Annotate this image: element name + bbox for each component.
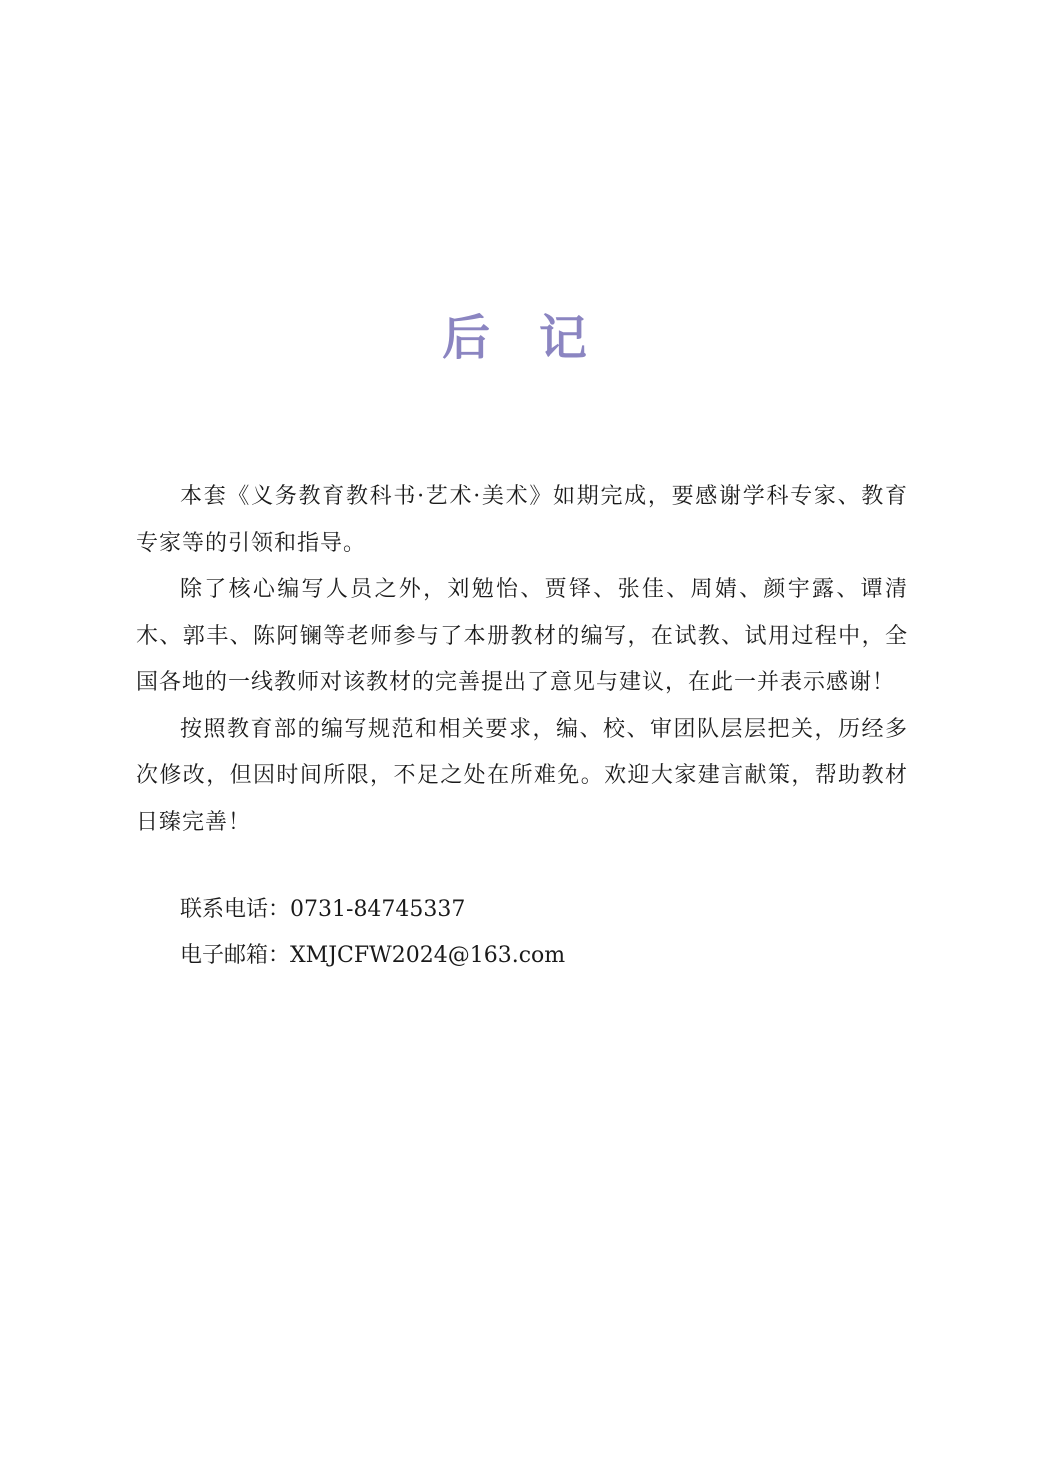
contact-phone-row [180,887,565,933]
email-label: 电子邮箱： [180,943,291,968]
paragraph-contributors: 除了核心编写人员之外，刘勉怡、贾铎、张佳、周婧、颜宇露、谭清木、郭丰、陈阿镧等老师参与了本册教材的编写，在试教、试用过程中，全国各地的一线教师对该教材的完善提出了意见与建议，在此一并表示感谢！ [136,577,908,695]
afterword-body [136,474,908,846]
email-address: XMJCFW2024@163.com [290,943,566,968]
page-title: 后 记 [442,310,603,366]
paragraph-feedback: 按照教育部的编写规范和相关要求，编、校、审团队层层把关，历经多次修改，但因时间所限，不足之处在所难免。欢迎大家建言献策，帮助教材日臻完善！ [136,716,908,835]
phone-label: 联系电话： [180,897,291,922]
paragraph-acknowledgement: 本套《义务教育教科书·艺术·美术》如期完成，要感谢学科专家、教育专家等的引领和指导。 [136,484,908,556]
contact-info [180,887,565,979]
phone-number: 0731-84745337 [290,897,466,922]
contact-email-row [180,933,565,979]
